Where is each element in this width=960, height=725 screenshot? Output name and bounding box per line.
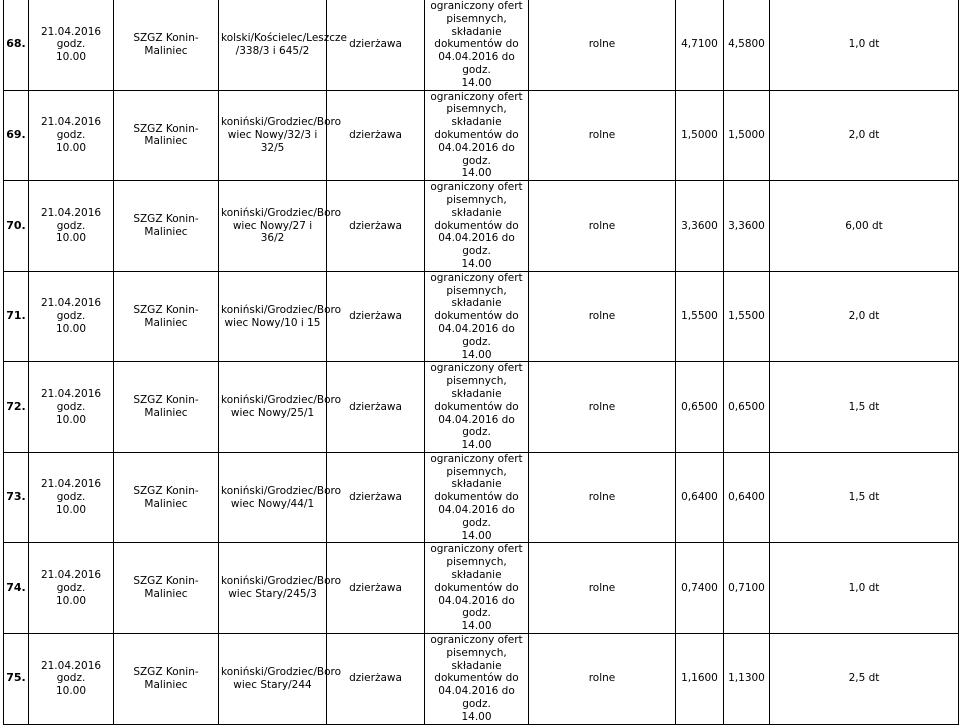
- tender-mode-line: 14.00: [461, 257, 492, 270]
- area-total-text: 1,1600: [681, 672, 718, 685]
- area-use-text: 0,6400: [728, 491, 765, 504]
- auction-date: [29, 271, 114, 362]
- auction-date: [29, 362, 114, 453]
- auction-date-line: 21.04.2016 godz.: [40, 206, 102, 232]
- tender-mode-line: 04.04.2016 do godz.: [438, 504, 515, 529]
- area-use: [724, 362, 770, 453]
- rent-amount: [770, 634, 959, 725]
- tender-mode-line: 04.04.2016 do godz.: [438, 594, 515, 620]
- transaction-form: [327, 90, 425, 181]
- row-number: [4, 90, 29, 181]
- tender-mode-line: dokumentów do: [434, 581, 519, 594]
- plot-location: [219, 543, 342, 634]
- row-number-text: 70.: [6, 218, 26, 232]
- rent-amount: [770, 452, 959, 543]
- tender-mode-line: 14.00: [461, 710, 492, 723]
- row-number-text: 74.: [6, 580, 26, 594]
- transaction-form-text: dzierżawa: [349, 491, 402, 504]
- tender-mode-line: dokumentów do: [434, 38, 519, 51]
- area-use: [724, 271, 770, 362]
- plot-location: [219, 181, 342, 272]
- plot-location-line: koniński/Grodziec/Boro: [221, 394, 342, 407]
- row-number: [4, 0, 29, 90]
- area-use-text: 4,5800: [728, 38, 765, 51]
- organizer-unit-text: SZGZ Konin- Maliniec: [133, 666, 199, 691]
- tender-mode: [425, 634, 529, 725]
- rent-amount-text: 1,5 dt: [848, 400, 880, 413]
- rent-amount: [770, 271, 959, 362]
- tender-mode-line: 04.04.2016 do godz.: [438, 322, 515, 348]
- tender-mode-line: dokumentów do: [434, 128, 519, 141]
- auction-date-line: 10.00: [55, 594, 87, 607]
- area-total: [676, 634, 724, 725]
- rent-amount-text: 1,0 dt: [848, 581, 880, 594]
- table-row: [4, 362, 959, 453]
- table-row: [4, 452, 959, 543]
- area-use: [724, 181, 770, 272]
- organizer-unit: [114, 181, 219, 272]
- tender-mode-line: pisemnych, składanie: [446, 284, 507, 310]
- auction-date-line: 21.04.2016 godz.: [40, 478, 102, 504]
- organizer-unit-text: SZGZ Konin- Maliniec: [133, 31, 199, 57]
- transaction-form-text: dzierżawa: [349, 310, 402, 323]
- organizer-unit-text: SZGZ Konin- Maliniec: [133, 213, 199, 238]
- tender-mode-line: pisemnych, składanie: [446, 193, 507, 219]
- organizer-unit-text: SZGZ Konin- Maliniec: [133, 484, 199, 510]
- plot-location-line: wiec Nowy/32/3 i 32/5: [227, 128, 318, 154]
- tender-mode-line: 04.04.2016 do godz.: [438, 232, 515, 258]
- tender-mode-line: ograniczony ofert: [430, 0, 523, 12]
- row-number-text: 72.: [6, 399, 26, 413]
- transaction-form: [327, 634, 425, 725]
- rent-amount: [770, 543, 959, 634]
- transaction-form: [327, 362, 425, 453]
- tender-mode-line: ograniczony ofert: [430, 634, 523, 647]
- auction-date: [29, 452, 114, 543]
- area-use-text: 1,5500: [728, 310, 765, 323]
- auction-date-line: 21.04.2016 godz.: [40, 659, 102, 685]
- organizer-unit: [114, 543, 219, 634]
- transaction-form: [327, 0, 425, 90]
- auction-date: [29, 634, 114, 725]
- tender-mode: [425, 0, 529, 90]
- organizer-unit: [114, 271, 219, 362]
- plot-location: [219, 271, 342, 362]
- plot-location-line: wiec Nowy/25/1: [230, 407, 315, 420]
- auction-date: [29, 181, 114, 272]
- organizer-unit: [114, 362, 219, 453]
- tender-mode-line: 14.00: [461, 620, 492, 633]
- tender-mode: [425, 90, 529, 181]
- tender-mode-line: pisemnych, składanie: [446, 646, 507, 672]
- plot-location-line: koniński/Grodziec/Boro: [221, 116, 342, 129]
- tender-mode-line: pisemnych, składanie: [446, 465, 507, 491]
- rent-amount: [770, 0, 959, 90]
- plot-location-line: koniński/Grodziec/Boro: [221, 484, 342, 497]
- plot-location: [219, 0, 347, 90]
- auction-date-line: 10.00: [55, 51, 87, 64]
- auction-date-line: 21.04.2016 godz.: [40, 297, 102, 323]
- row-number: [4, 362, 29, 453]
- tender-mode-line: dokumentów do: [434, 491, 519, 504]
- tender-mode-line: ograniczony ofert: [430, 452, 523, 465]
- row-number-text: 68.: [6, 37, 26, 51]
- tender-mode-line: dokumentów do: [434, 400, 519, 413]
- row-number: [4, 452, 29, 543]
- auction-date-line: 10.00: [55, 504, 87, 517]
- organizer-unit-text: SZGZ Konin- Maliniec: [133, 303, 199, 329]
- land-use-text: rolne: [588, 581, 616, 594]
- plot-location: [219, 362, 342, 453]
- plot-location-line: wiec Nowy/44/1: [230, 497, 315, 510]
- row-number: [4, 634, 29, 725]
- rent-amount-text: 6,00 dt: [845, 219, 883, 232]
- transaction-form-text: dzierżawa: [349, 128, 402, 141]
- plot-location-line: koniński/Grodziec/Boro: [221, 666, 342, 679]
- area-total-text: 4,7100: [681, 38, 718, 51]
- tender-mode: [425, 543, 529, 634]
- land-use-text: rolne: [588, 219, 616, 232]
- transaction-form-text: dzierżawa: [349, 38, 402, 51]
- tender-mode-line: ograniczony ofert: [430, 543, 523, 556]
- rent-amount-text: 2,0 dt: [848, 128, 880, 141]
- area-total: [676, 181, 724, 272]
- area-total-text: 0,7400: [681, 581, 718, 594]
- land-use: [529, 271, 676, 362]
- area-total: [676, 452, 724, 543]
- area-total-text: 0,6500: [681, 400, 718, 413]
- organizer-unit-text: SZGZ Konin- Maliniec: [133, 575, 199, 601]
- tender-mode-line: pisemnych, składanie: [446, 375, 507, 400]
- tender-mode-line: 14.00: [461, 76, 492, 89]
- auction-date-line: 21.04.2016 godz.: [40, 387, 102, 413]
- area-total-text: 1,5500: [681, 310, 718, 323]
- tender-listing-table: [3, 0, 959, 725]
- transaction-form: [327, 543, 425, 634]
- row-number-text: 75.: [6, 671, 26, 685]
- area-total: [676, 90, 724, 181]
- transaction-form-text: dzierżawa: [349, 581, 402, 594]
- rent-amount: [770, 181, 959, 272]
- transaction-form-text: dzierżawa: [349, 672, 402, 685]
- auction-date-line: 21.04.2016 godz.: [40, 25, 102, 51]
- land-use-text: rolne: [588, 491, 616, 504]
- organizer-unit: [114, 452, 219, 543]
- tender-mode-line: dokumentów do: [434, 672, 519, 685]
- table-row: [4, 90, 959, 181]
- plot-location-line: wiec Stary/245/3: [228, 588, 317, 601]
- auction-date-line: 10.00: [55, 685, 87, 698]
- tender-mode: [425, 271, 529, 362]
- area-use-text: 0,6500: [728, 400, 765, 413]
- rent-amount: [770, 90, 959, 181]
- tender-mode-line: pisemnych, składanie: [446, 12, 507, 38]
- tender-mode-line: 14.00: [461, 529, 492, 542]
- tender-mode-line: ograniczony ofert: [430, 362, 523, 375]
- land-use: [529, 362, 676, 453]
- area-use: [724, 0, 770, 90]
- auction-date-line: 10.00: [55, 413, 87, 426]
- land-use-text: rolne: [588, 672, 616, 685]
- row-number: [4, 271, 29, 362]
- area-total: [676, 362, 724, 453]
- tender-mode-line: 14.00: [461, 348, 492, 361]
- area-use: [724, 90, 770, 181]
- organizer-unit-text: SZGZ Konin- Maliniec: [133, 394, 199, 420]
- land-use: [529, 0, 676, 90]
- auction-date: [29, 0, 114, 90]
- area-total: [676, 543, 724, 634]
- area-total-text: 0,6400: [681, 491, 718, 504]
- row-number-text: 69.: [6, 127, 26, 141]
- plot-location-line: wiec Nowy/10 i 15: [224, 316, 321, 329]
- transaction-form-text: dzierżawa: [349, 400, 402, 413]
- rent-amount-text: 1,5 dt: [848, 491, 880, 504]
- rent-amount-text: 1,0 dt: [848, 38, 880, 51]
- area-use-text: 0,7100: [728, 581, 765, 594]
- tender-mode-line: 04.04.2016 do godz.: [438, 413, 515, 439]
- table-row: [4, 634, 959, 725]
- row-number: [4, 543, 29, 634]
- auction-date: [29, 90, 114, 181]
- tender-mode: [425, 362, 529, 453]
- tender-mode-line: ograniczony ofert: [430, 90, 523, 103]
- plot-location-line: kolski/Kościelec/Leszcze: [221, 31, 347, 44]
- transaction-form: [327, 271, 425, 362]
- tender-mode-line: 04.04.2016 do godz.: [438, 51, 515, 76]
- tender-mode-line: dokumentów do: [434, 310, 519, 323]
- tender-mode-line: dokumentów do: [434, 219, 519, 232]
- tender-mode-line: pisemnych, składanie: [446, 103, 507, 129]
- organizer-unit: [114, 0, 219, 90]
- land-use-text: rolne: [588, 128, 616, 141]
- auction-date: [29, 543, 114, 634]
- rent-amount-text: 2,5 dt: [848, 672, 880, 685]
- table-row: [4, 271, 959, 362]
- row-number: [4, 181, 29, 272]
- plot-location-line: wiec Stary/244: [233, 678, 312, 691]
- row-number-text: 73.: [6, 490, 26, 504]
- organizer-unit-text: SZGZ Konin- Maliniec: [133, 122, 199, 148]
- land-use-text: rolne: [588, 38, 616, 51]
- land-use: [529, 634, 676, 725]
- area-total-text: 3,3600: [681, 219, 718, 232]
- table-row: [4, 0, 959, 90]
- organizer-unit: [114, 90, 219, 181]
- area-use-text: 3,3600: [728, 219, 765, 232]
- auction-date-line: 21.04.2016 godz.: [40, 569, 102, 594]
- area-use: [724, 543, 770, 634]
- transaction-form-text: dzierżawa: [349, 219, 402, 232]
- tender-mode-line: ograniczony ofert: [430, 271, 523, 284]
- table-body: [4, 0, 959, 724]
- area-total-text: 1,5000: [681, 128, 718, 141]
- land-use: [529, 181, 676, 272]
- tender-mode-line: ograniczony ofert: [430, 181, 523, 194]
- plot-location-line: koniński/Grodziec/Boro: [221, 206, 342, 219]
- tender-mode-line: pisemnych, składanie: [446, 556, 507, 582]
- plot-location-line: wiec Nowy/27 i 36/2: [232, 219, 313, 245]
- area-use-text: 1,1300: [728, 672, 765, 685]
- area-use: [724, 452, 770, 543]
- auction-date-line: 10.00: [55, 322, 87, 335]
- transaction-form: [327, 181, 425, 272]
- plot-location: [219, 634, 342, 725]
- auction-date-line: 10.00: [55, 232, 87, 245]
- rent-amount: [770, 362, 959, 453]
- tender-mode: [425, 452, 529, 543]
- plot-location-line: /338/3 i 645/2: [235, 44, 310, 57]
- area-total: [676, 0, 724, 90]
- row-number-text: 71.: [6, 309, 26, 323]
- auction-date-line: 21.04.2016 godz.: [40, 116, 102, 141]
- tender-mode-line: 14.00: [461, 167, 492, 180]
- organizer-unit: [114, 634, 219, 725]
- plot-location-line: koniński/Grodziec/Boro: [221, 575, 342, 588]
- tender-mode-line: 04.04.2016 do godz.: [438, 141, 515, 167]
- land-use-text: rolne: [588, 310, 616, 323]
- area-total: [676, 271, 724, 362]
- land-use: [529, 452, 676, 543]
- plot-location-line: koniński/Grodziec/Boro: [221, 303, 342, 316]
- area-use-text: 1,5000: [728, 128, 765, 141]
- table-row: [4, 543, 959, 634]
- transaction-form: [327, 452, 425, 543]
- plot-location: [219, 452, 342, 543]
- land-use-text: rolne: [588, 400, 616, 413]
- land-use: [529, 543, 676, 634]
- table-row: [4, 181, 959, 272]
- tender-mode-line: 04.04.2016 do godz.: [438, 685, 515, 711]
- tender-mode: [425, 181, 529, 272]
- tender-mode-line: 14.00: [461, 439, 492, 452]
- auction-date-line: 10.00: [55, 141, 87, 154]
- plot-location: [219, 90, 342, 181]
- area-use: [724, 634, 770, 725]
- rent-amount-text: 2,0 dt: [848, 310, 880, 323]
- land-use: [529, 90, 676, 181]
